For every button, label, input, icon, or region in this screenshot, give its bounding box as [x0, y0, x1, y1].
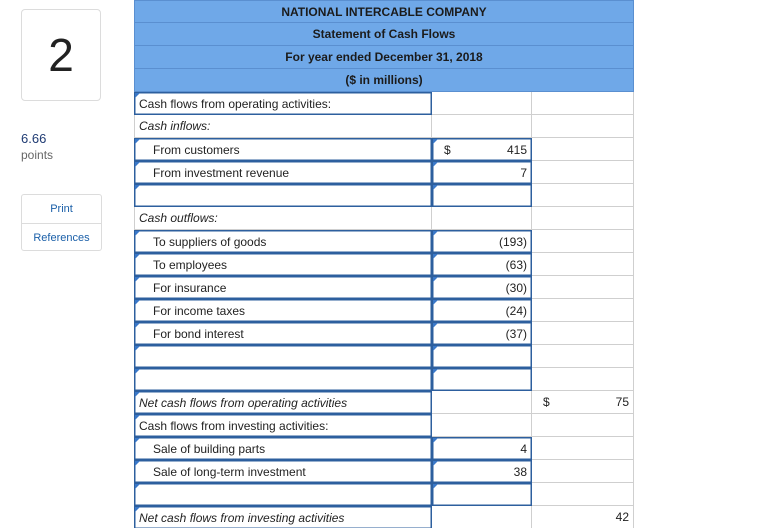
sidebar-actions — [21, 194, 102, 251]
amount-value: 38 — [513, 464, 527, 479]
dollar-sign: $ — [444, 142, 451, 157]
table-row — [134, 414, 634, 437]
amount-input[interactable] — [432, 368, 532, 391]
statement-title: Statement of Cash Flows — [134, 23, 634, 46]
total-cell — [532, 322, 634, 345]
total-cell — [532, 345, 634, 368]
amount-value: 7 — [520, 165, 527, 180]
table-row — [134, 506, 634, 528]
amount-cell — [432, 506, 532, 528]
cash-flow-statement — [134, 0, 634, 528]
table-row — [134, 184, 634, 207]
amount-input[interactable] — [432, 345, 532, 368]
label-input[interactable]: To employees — [134, 253, 432, 276]
total-cell — [532, 506, 634, 528]
table-row — [134, 115, 634, 138]
label-input[interactable] — [134, 345, 432, 368]
amount-input[interactable] — [432, 276, 532, 299]
total-cell — [532, 368, 634, 391]
total-cell — [532, 391, 634, 414]
amount-input[interactable] — [432, 322, 532, 345]
table-row — [134, 483, 634, 506]
label-input[interactable]: To suppliers of goods — [134, 230, 432, 253]
amount-input[interactable] — [432, 184, 532, 207]
total-value: 75 — [615, 395, 629, 409]
amount-input[interactable] — [432, 437, 532, 460]
label-input[interactable]: Cash flows from investing activities: — [134, 414, 432, 437]
references-button[interactable]: References — [22, 223, 101, 252]
label-input[interactable] — [134, 184, 432, 207]
table-row — [134, 345, 634, 368]
amount-value: (24) — [505, 303, 527, 318]
amount-cell — [432, 115, 532, 138]
total-cell — [532, 115, 634, 138]
statement-period: For year ended December 31, 2018 — [134, 46, 634, 69]
total-cell — [532, 207, 634, 230]
total-cell — [532, 253, 634, 276]
amount-input[interactable] — [432, 230, 532, 253]
total-cell — [532, 184, 634, 207]
amount-cell — [432, 207, 532, 230]
table-row — [134, 138, 634, 161]
amount-value: (63) — [505, 257, 527, 272]
label-input[interactable]: From customers — [134, 138, 432, 161]
amount-input[interactable] — [432, 483, 532, 506]
label-input[interactable]: For bond interest — [134, 322, 432, 345]
label-input[interactable]: For income taxes — [134, 299, 432, 322]
table-row — [134, 161, 634, 184]
total-cell — [532, 276, 634, 299]
table-row — [134, 391, 634, 414]
total-cell — [532, 437, 634, 460]
points-label: points — [21, 148, 54, 162]
points-value: 6.66 — [21, 131, 47, 146]
total-cell — [532, 299, 634, 322]
total-cell — [532, 92, 634, 115]
table-row — [134, 299, 634, 322]
total-cell — [532, 483, 634, 506]
label-input[interactable] — [134, 483, 432, 506]
amount-input[interactable] — [432, 161, 532, 184]
amount-input[interactable] — [432, 460, 532, 483]
amount-value: (37) — [505, 326, 527, 341]
total-cell — [532, 414, 634, 437]
label-input[interactable]: From investment revenue — [134, 161, 432, 184]
amount-cell — [432, 92, 532, 115]
total-cell — [532, 230, 634, 253]
print-button[interactable]: Print — [50, 203, 73, 215]
table-row — [134, 368, 634, 391]
label-input[interactable] — [134, 368, 432, 391]
table-row — [134, 460, 634, 483]
table-row — [134, 322, 634, 345]
table-row — [134, 92, 634, 115]
dollar-sign: $ — [543, 395, 550, 409]
amount-value: (193) — [498, 234, 527, 249]
statement-units: ($ in millions) — [134, 69, 634, 92]
table-row — [134, 253, 634, 276]
total-value: 42 — [615, 510, 629, 524]
company-name: NATIONAL INTERCABLE COMPANY — [134, 0, 634, 23]
table-row — [134, 207, 634, 230]
amount-cell — [432, 414, 532, 437]
section-label: Cash inflows: — [134, 115, 432, 138]
table-row — [134, 437, 634, 460]
table-row — [134, 230, 634, 253]
label-input[interactable]: Sale of building parts — [134, 437, 432, 460]
amount-input[interactable] — [432, 138, 532, 161]
total-cell — [532, 460, 634, 483]
total-cell — [532, 138, 634, 161]
amount-value: (30) — [505, 280, 527, 295]
label-input[interactable]: Sale of long-term investment — [134, 460, 432, 483]
amount-cell — [432, 391, 532, 414]
amount-input[interactable] — [432, 299, 532, 322]
table-row — [134, 276, 634, 299]
section-label: Cash outflows: — [134, 207, 432, 230]
amount-value: 4 — [520, 441, 527, 456]
amount-input[interactable] — [432, 253, 532, 276]
label-input[interactable]: Net cash flows from investing activities — [134, 506, 432, 528]
question-number: 2 — [21, 9, 101, 101]
label-input[interactable]: Cash flows from operating activities: — [134, 92, 432, 115]
total-cell — [532, 161, 634, 184]
amount-value: 415 — [506, 142, 527, 157]
label-input[interactable]: For insurance — [134, 276, 432, 299]
label-input[interactable]: Net cash flows from operating activities — [134, 391, 432, 414]
